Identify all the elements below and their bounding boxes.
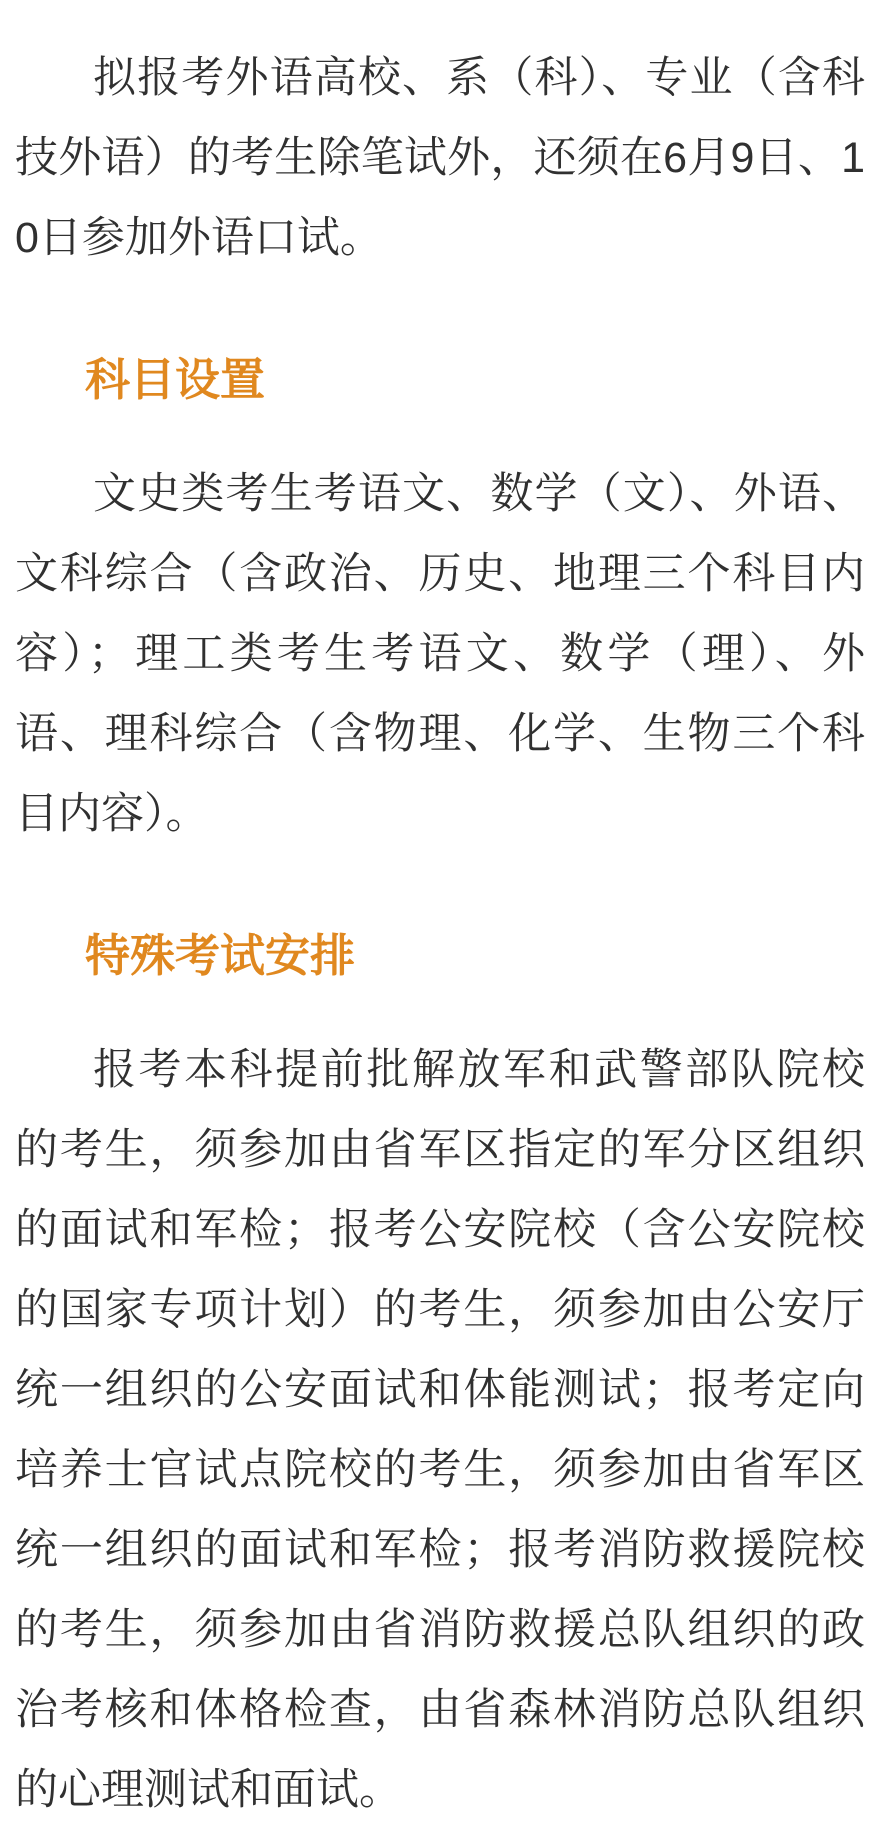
section-heading-subjects: 科目设置 (85, 354, 266, 405)
paragraph-subjects: 文史类考生考语文、数学（文）、外语、文科综合（含政治、历史、地理三个科目内容）；理工类考生考语文、数学（理）、外语、理科综合（含物理、化学、生物三个科目内容）。 (15, 470, 865, 838)
paragraph-special-exams: 报考本科提前批解放军和武警部队院校的考生，须参加由省军区指定的军分区组织的面试和军检；报考公安院校（含公安院校的国家专项计划）的考生，须参加由公安厅统一组织的公安面试和体能测试；报考定向培养士官试点院校的考生，须参加由省军区统一组织的面试和军检；报考消防救援院校的考生，须参加由省消防救援总队组织的政治考核和体格检查，由省森林消防总队组织的心理测试和面试。 (15, 1046, 865, 1814)
section-heading-special-exams: 特殊考试安排 (85, 930, 356, 981)
paragraph-oral-exam: 拟报考外语高校、系（科）、专业（含科技外语）的考生除笔试外，还须在6月9日、10日参加外语口试。 (15, 54, 865, 262)
